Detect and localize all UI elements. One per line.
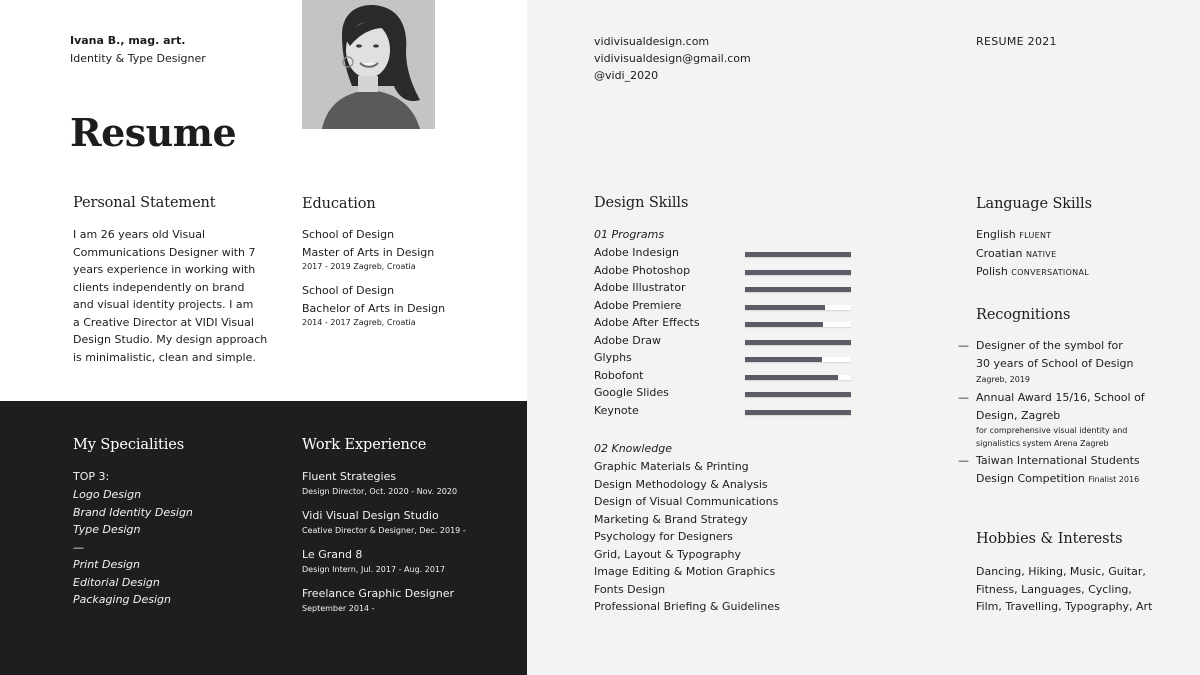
skill-bar-track xyxy=(745,287,851,292)
recognition-note: for comprehensive visual identity and xyxy=(976,426,1128,435)
specialities-top-label: TOP 3: xyxy=(73,470,110,483)
education-degree: Master of Arts in Design xyxy=(302,245,435,259)
language-level: CONVERSATIONAL xyxy=(1011,268,1089,277)
portrait-image xyxy=(302,0,435,129)
skill-bar-fill xyxy=(745,305,825,310)
knowledge-item: Psychology for Designers xyxy=(594,530,733,543)
education-degree: Bachelor of Arts in Design xyxy=(302,301,446,315)
work-item xyxy=(302,468,457,497)
skill-bar-fill xyxy=(745,252,851,257)
list-item: Packaging Design xyxy=(73,593,172,606)
language-level: NATIVE xyxy=(1026,249,1057,259)
program-name: Glyphs xyxy=(594,351,632,364)
list-item: Brand Identity Design xyxy=(73,505,193,519)
skill-bar-fill xyxy=(745,270,851,275)
education-detail: 2014 - 2017 Zagreb, Croatia xyxy=(302,318,416,327)
work-item xyxy=(302,507,466,536)
recognition-note: signalistics system Arena Zagreb xyxy=(976,439,1109,448)
recognition-dash: — xyxy=(958,391,969,404)
contact-email[interactable]: vidivisualdesign@gmail.com xyxy=(594,52,751,65)
language-item: English FLUENT xyxy=(976,228,1052,241)
skill-bar-track xyxy=(745,357,851,362)
person-name: Ivana B., mag. art. xyxy=(70,34,186,47)
programs-label: 01 Programs xyxy=(594,228,665,241)
work-company: Freelance Graphic Designer xyxy=(302,587,455,600)
work-detail: Ceative Director & Designer, Dec. 2019 - xyxy=(302,525,466,535)
program-name: Adobe Photoshop xyxy=(594,263,691,277)
hobbies-text: Dancing, Hiking, Music, Guitar, Fitness, Languages, Cycling, Film, Travelling, Typography, Art xyxy=(976,565,1153,613)
education-item xyxy=(302,282,445,328)
work-item xyxy=(302,585,454,614)
page-title: Resume xyxy=(70,110,237,155)
work-experience-heading: Work Experience xyxy=(302,437,427,453)
hobbies-heading: Hobbies & Interests xyxy=(976,531,1123,547)
program-name: Adobe Illustrator xyxy=(594,281,686,294)
skill-bar-fill xyxy=(745,392,851,397)
language-skills-heading: Language Skills xyxy=(976,196,1092,212)
work-item xyxy=(302,546,445,575)
skill-bar-fill xyxy=(745,340,851,345)
knowledge-item: Image Editing & Motion Graphics xyxy=(594,565,776,578)
skill-bar-fill xyxy=(745,375,838,380)
language-item: Croatian NATIVE xyxy=(976,246,1057,260)
recognition-item: Designer of the symbol for 30 years of School of Design Zagreb, 2019 xyxy=(976,339,1134,384)
recognition-dash: — xyxy=(958,454,969,467)
program-name: Adobe Indesign xyxy=(594,246,679,259)
work-detail: Design Director, Oct. 2020 - Nov. 2020 xyxy=(302,486,458,496)
design-skills-heading: Design Skills xyxy=(594,195,689,211)
education-school: School of Design xyxy=(302,284,395,297)
skill-bar-track xyxy=(745,340,851,345)
program-name: Keynote xyxy=(594,403,639,417)
skill-bar-track xyxy=(745,322,851,327)
recognition-dash: — xyxy=(958,339,969,352)
program-name: Robofont xyxy=(594,368,644,382)
knowledge-item: Graphic Materials & Printing xyxy=(594,460,749,473)
skill-bar-fill xyxy=(745,287,851,292)
education-heading: Education xyxy=(302,196,376,212)
personal-statement-heading: Personal Statement xyxy=(73,195,216,211)
work-company: Vidi Visual Design Studio xyxy=(302,509,439,522)
work-detail: Design Intern, Jul. 2017 - Aug. 2017 xyxy=(302,564,446,574)
education-detail: 2017 - 2019 Zagreb, Croatia xyxy=(302,262,416,271)
knowledge-item: Grid, Layout & Typography xyxy=(594,547,741,561)
recognition-note: Zagreb, 2019 xyxy=(976,375,1031,384)
program-name: Adobe After Effects xyxy=(594,316,700,329)
education-item xyxy=(302,226,434,272)
programs-list xyxy=(594,244,700,419)
resume-year-label: RESUME 2021 xyxy=(976,35,1057,48)
skill-bar-fill xyxy=(745,410,851,415)
recognition-note: Finalist 2016 xyxy=(1088,474,1140,484)
person-role: Identity & Type Designer xyxy=(70,52,206,65)
knowledge-item: Fonts Design xyxy=(594,582,666,596)
knowledge-item: Design of Visual Communications xyxy=(594,495,779,508)
contact-social[interactable]: @vidi_2020 xyxy=(594,69,659,82)
skill-bar-track xyxy=(745,305,851,310)
specialities-heading: My Specialities xyxy=(73,437,185,453)
work-detail: September 2014 - xyxy=(302,603,375,613)
program-name: Google Slides xyxy=(594,386,669,399)
language-list xyxy=(976,226,1089,282)
skill-bar-track xyxy=(745,392,851,397)
list-item: Print Design xyxy=(73,558,140,571)
knowledge-label: 02 Knowledge xyxy=(594,442,672,455)
knowledge-item: Marketing & Brand Strategy xyxy=(594,512,748,526)
personal-statement-text: I am 26 years old Visual Communications Designer with 7 years experience in working with clients independently on brand and visual identity projects. I am a Creative Director at VIDI Visual Design Studio. My design approach is minimalistic, clean and simple. xyxy=(73,228,268,364)
knowledge-item: Professional Briefing & Guidelines xyxy=(594,600,780,613)
recognition-item: Taiwan International Students Design Competition Finalist 2016 xyxy=(976,454,1140,485)
skill-bar-track xyxy=(745,410,851,415)
language-level: FLUENT xyxy=(1019,231,1052,240)
recognition-item: Annual Award 15/16, School of Design, Zagreb for comprehensive visual identity and signalistics system Arena Zagreb xyxy=(976,391,1145,448)
knowledge-list xyxy=(594,458,780,616)
skill-bar-fill xyxy=(745,357,822,362)
work-company: Fluent Strategies xyxy=(302,470,397,483)
specialities-list xyxy=(73,486,193,609)
education-school: School of Design xyxy=(302,228,395,241)
list-item: Logo Design xyxy=(73,488,142,501)
skill-bar-track xyxy=(745,270,851,275)
list-item: Type Design xyxy=(73,523,141,536)
program-name: Adobe Premiere xyxy=(594,298,682,312)
program-name: Adobe Draw xyxy=(594,333,662,347)
recognitions-heading: Recognitions xyxy=(976,307,1071,323)
knowledge-item: Design Methodology & Analysis xyxy=(594,477,768,491)
list-divider: — xyxy=(73,540,84,554)
skill-bar-track xyxy=(745,252,851,257)
work-company: Le Grand 8 xyxy=(302,548,363,561)
skill-bar-fill xyxy=(745,322,823,327)
skill-bar-track xyxy=(745,375,851,380)
language-item: Polish CONVERSATIONAL xyxy=(976,265,1089,278)
list-item: Editorial Design xyxy=(73,575,160,589)
profile-photo xyxy=(302,0,435,129)
contact-website[interactable]: vidivisualdesign.com xyxy=(594,35,710,48)
